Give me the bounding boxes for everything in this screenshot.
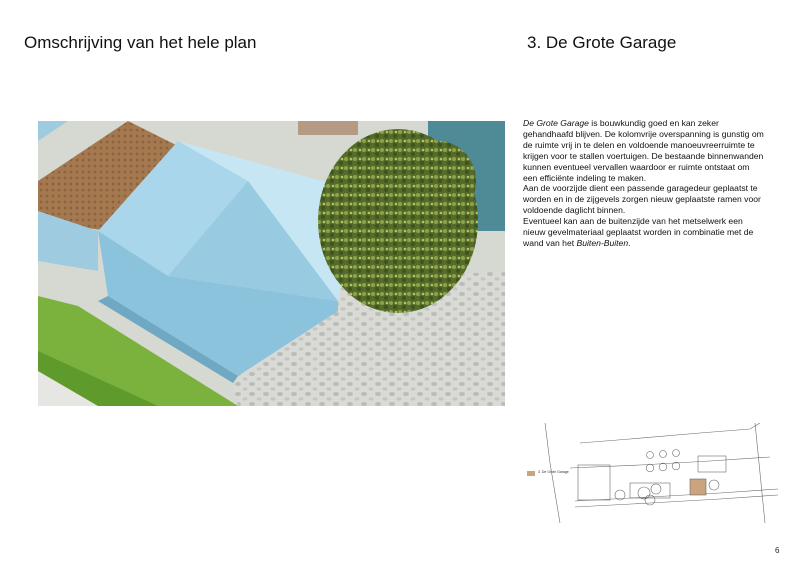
buiten-buiten-italic: Buiten-Buiten [576, 237, 629, 248]
legend-label: 3. De Grote Garage [538, 470, 569, 474]
description-paragraph-3-end: . [628, 237, 631, 248]
description-paragraph-2: Aan de voorzijde dient een passende garagedeur geplaatst te worden en in de zijgevels zorgen nieuw geplaatste ramen voor voldoende daglicht binnen. [523, 183, 761, 216]
chapter-title: 3. De Grote Garage [527, 33, 677, 52]
garage-name-italic: De Grote Garage [523, 118, 589, 128]
description-paragraph-3 [523, 216, 766, 249]
description-paragraph-3-start: Eventueel kan aan de buitenzijde van het metselwerk een nieuw gevelmateriaal geplaatst worden in combinatie met de wand van het [523, 216, 754, 248]
description-sentence-1: is bouwkundig goed en kan zeker gehandhaafd blijven. De kolomvrije overspanning is gunstig om de ruimte vrij in te delen en voldoende manoeuvreerruimte te krijgen voor te stallen voertuigen. De bestaande binnenwanden kunnen eventueel vervallen waardoor er ruimte ontstaat om een efficiënte indeling te maken. [523, 118, 764, 183]
page-number: 6 [775, 546, 780, 555]
model-photo [38, 121, 505, 406]
description-paragraph-1 [523, 118, 766, 183]
description-text [523, 118, 766, 249]
site-plan-map [520, 423, 778, 523]
section-title: Omschrijving van het hele plan [24, 33, 257, 52]
